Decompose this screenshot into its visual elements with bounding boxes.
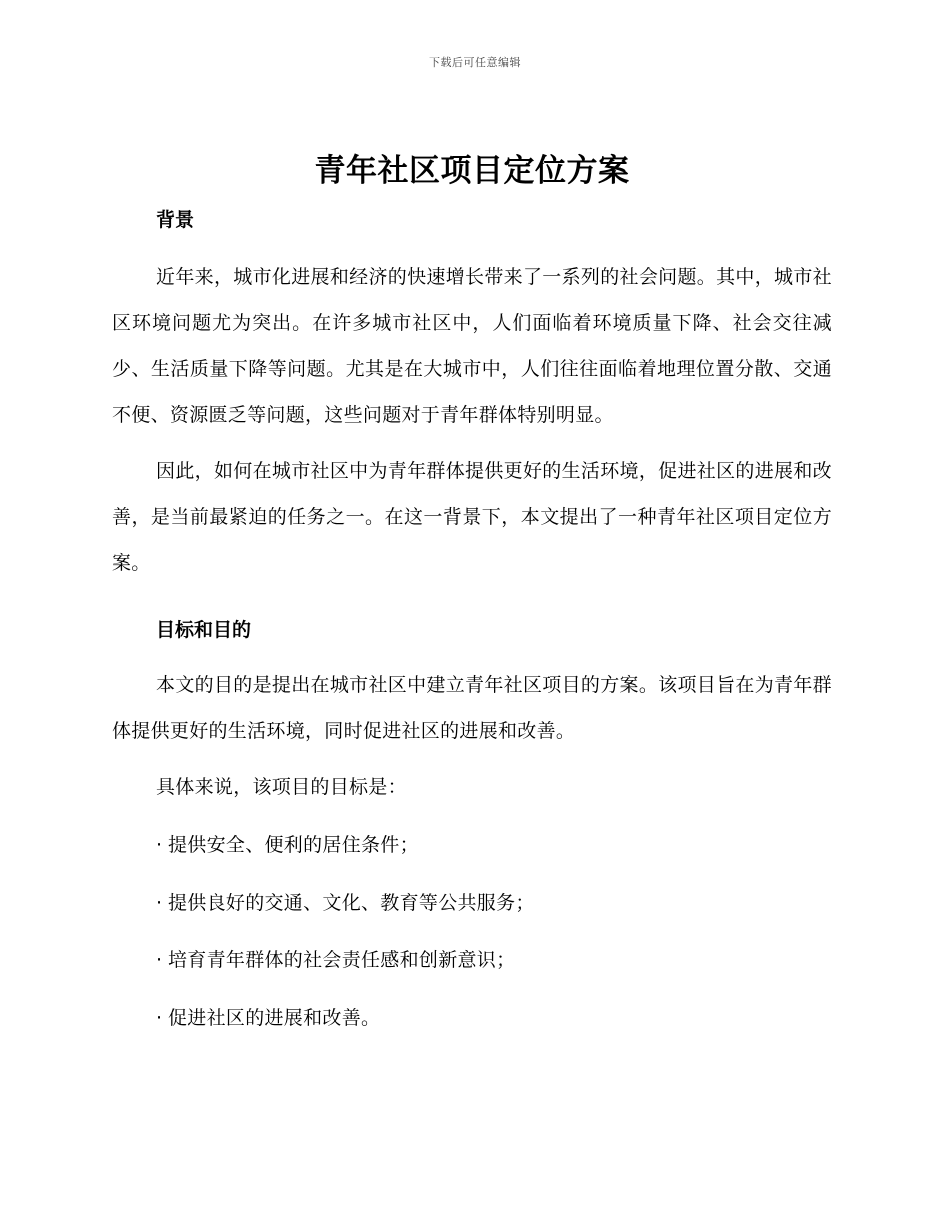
list-item-text: 提供安全、便利的居住条件； xyxy=(168,834,419,856)
bullet-marker: · xyxy=(156,891,163,914)
paragraph-goals-2: 具体来说，该项目的目标是： xyxy=(156,776,407,798)
bullet-marker: · xyxy=(156,1006,163,1029)
goal-list xyxy=(112,822,832,1041)
paragraph-goals-1: 本文的目的是提出在城市社区中建立青年社区项目的方案。该项目旨在为青年群体提供更好的生活环境，同时促进社区的进展和改善。 xyxy=(112,674,832,742)
bullet-marker: · xyxy=(156,949,163,971)
bullet-marker: · xyxy=(156,834,163,856)
list-item-text: 促进社区的进展和改善。 xyxy=(168,1006,381,1029)
header-note: 下载后可任意编辑 xyxy=(429,56,521,69)
list-item xyxy=(156,995,832,1041)
list-item xyxy=(156,822,832,868)
list-item-text: 提供良好的交通、文化、教育等公共服务； xyxy=(168,891,535,914)
paragraph-background-2: 因此，如何在城市社区中为青年群体提供更好的生活环境，促进社区的进展和改善，是当前最紧迫的任务之一。在这一背景下，本文提出了一种青年社区项目定位方案。 xyxy=(112,460,832,574)
document-title: 青年社区项目定位方案 xyxy=(314,153,630,189)
paragraph-background-1: 近年来，城市化进展和经济的快速增长带来了一系列的社会问题。其中，城市社区环境问题尤为突出。在许多城市社区中，人们面临着环境质量下降、社会交往减少、生活质量下降等问题。尤其是在大城市中，人们往往面临着地理位置分散、交通不便、资源匮乏等问题，这些问题对于青年群体特别明显。 xyxy=(112,266,832,426)
list-item-text: 培育青年群体的社会责任感和创新意识； xyxy=(168,949,516,971)
list-item xyxy=(156,937,832,983)
list-item xyxy=(156,880,832,926)
section-heading-background: 背景 xyxy=(156,209,195,231)
document-body xyxy=(112,148,832,1052)
section-heading-goals: 目标和目的 xyxy=(156,619,252,641)
